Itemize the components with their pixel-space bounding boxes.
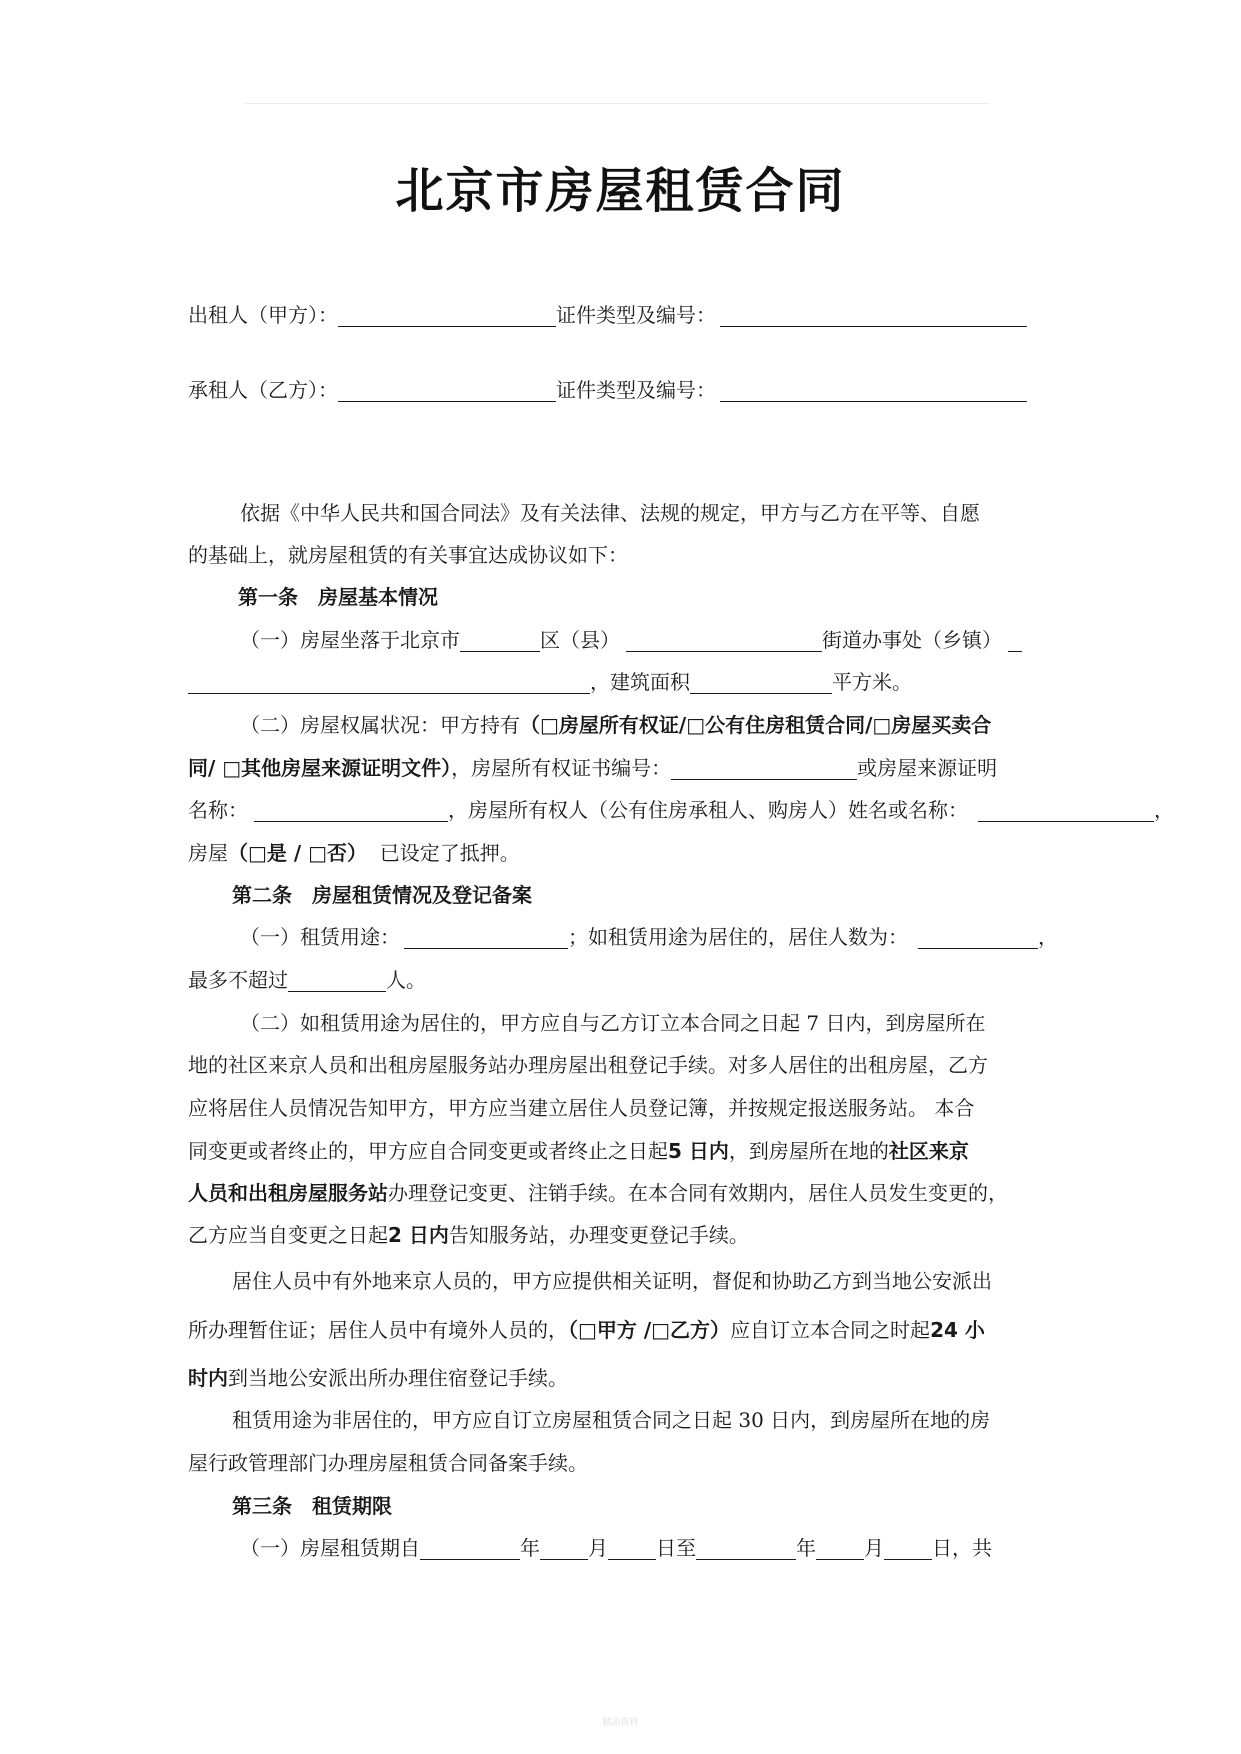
mortgage-suffix: 已设定了抵押。 [379,841,520,865]
mortgage-prefix: 房屋 [188,841,228,865]
certificate-no-field[interactable] [671,757,857,780]
two-days: 2 日内 [388,1223,449,1247]
source-cert-label: 或房屋来源证明 [857,756,998,780]
lessee-id-field[interactable] [720,379,1027,402]
max-occupants-field[interactable] [288,969,386,992]
purpose-field[interactable] [404,926,568,949]
b1-line-1 [240,923,1058,951]
intro-line-1: 依据《中华人民共和国合同法》及有关法律、法规的规定，甲方与乙方在平等、自愿 [240,501,980,525]
start-year-field[interactable] [420,1537,520,1560]
a1-location-line [240,626,1022,654]
b4-line-2: 屋行政管理部门办理房屋租赁合同备案手续。 [188,1451,588,1475]
b2-line-6-text-2: 告知服务站，办理变更登记手续。 [448,1223,749,1247]
occupants-label: ；如租赁用途为居住的，居住人数为： [568,925,908,949]
address-field[interactable] [188,671,590,694]
document-title: 北京市房屋租赁合同 [395,163,846,219]
b2-line-4 [188,1137,969,1165]
occupants-comma: ， [1038,925,1058,949]
b2-line-5-text: 办理登记变更、注销手续。在本合同有效期内，居住人员发生变更的， [388,1181,1008,1205]
certificate-no-label: ，房屋所有权证书编号： [451,756,672,780]
end-day-label: 日，共 [932,1536,992,1560]
source-name-field[interactable] [254,799,448,822]
source-name-label: 名称： [188,798,248,822]
ownership-options-cont[interactable]: 同/ □其他房屋来源证明文件） [188,756,452,780]
b1-line-2 [188,966,426,994]
area-field[interactable] [690,671,832,694]
district-label: 区（县） [540,628,620,652]
b3-line-3-text: 到当地公安派出所办理住宿登记手续。 [228,1366,568,1390]
start-day-field[interactable] [608,1537,656,1560]
owner-name-comma: ， [1154,798,1174,822]
lessee-label: 承租人（乙方）： [188,378,338,402]
ownership-options[interactable]: （□房屋所有权证/□公有住房租赁合同/□房屋买卖合 [520,713,992,737]
five-days: 5 日内 [668,1139,729,1163]
a1-area-line [188,668,912,696]
b3-line-1: 居住人员中有外地来京人员的，甲方应提供相关证明，督促和协助乙方到当地公安派出 [232,1269,992,1293]
lessee-name-field[interactable] [338,379,556,402]
start-month-field[interactable] [540,1537,588,1560]
lessor-id-field[interactable] [720,304,1027,327]
mortgage-options[interactable]: （□是 / □否） [228,841,368,865]
b2-line-4-text: 同变更或者终止的，甲方应自合同变更或者终止之日起 [188,1139,668,1163]
term-label: （一）房屋租赁期自 [240,1536,420,1560]
lessee-id-label: 证件类型及编号： [556,378,716,402]
within-hours: 时内 [188,1366,228,1390]
ownership-prefix: （二）房屋权属状况：甲方持有 [240,713,520,737]
twenty-four-hours: 24 小 [930,1318,985,1342]
service-station-2: 人员和出租房屋服务站 [188,1181,388,1205]
party-options[interactable]: （□甲方 /□乙方） [568,1318,731,1342]
street-office-field[interactable] [626,629,822,652]
end-month-label: 月 [864,1536,884,1560]
district-field[interactable] [460,629,540,652]
lessee-line [188,376,1027,404]
start-year-label: 年 [520,1536,540,1560]
lessor-name-field[interactable] [338,304,556,327]
end-year-field[interactable] [696,1537,796,1560]
lessor-id-label: 证件类型及编号： [556,303,716,327]
b2-line-2: 地的社区来京人员和出租房屋服务站办理房屋出租登记手续。对多人居住的出租房屋，乙方 [188,1053,988,1077]
service-station-1: 社区来京 [888,1139,969,1163]
article-2-heading: 第二条 房屋租赁情况及登记备案 [232,883,532,907]
start-day-label: 日至 [656,1536,696,1560]
owner-name-label: ，房屋所有权人（公有住房承租人、购房人）姓名或名称： [448,798,968,822]
article-3-heading: 第三条 租赁期限 [232,1494,392,1518]
max-occupants-unit: 人。 [386,968,426,992]
purpose-label: （一）租赁用途： [240,925,400,949]
start-month-label: 月 [588,1536,608,1560]
b2-line-6 [188,1221,749,1249]
area-label: ，建筑面积 [590,670,690,694]
owner-name-field[interactable] [978,799,1154,822]
b2-line-4-text-2: ，到房屋所在地的 [728,1139,889,1163]
intro-line-2: 的基础上，就房屋租赁的有关事宜达成协议如下： [188,543,628,567]
b3-line-2-text: 所办理暂住证；居住人员中有境外人员的， [188,1318,568,1342]
page-footer: 精品资料 [602,1718,639,1728]
article-1-heading: 第一条 房屋基本情况 [238,585,438,609]
b2-line-6-text: 乙方应当自变更之日起 [188,1223,388,1247]
b2-line-3: 应将居住人员情况告知甲方，甲方应当建立居住人员登记簿，并按规定报送服务站。 本合 [188,1096,975,1120]
b3-line-2 [188,1316,985,1344]
occupants-field[interactable] [918,926,1038,949]
a2-line-4 [188,839,520,867]
a1-location-prefix: （一）房屋坐落于北京市 [240,628,460,652]
lessor-line [188,301,1027,329]
a2-line-2 [188,754,997,782]
b3-line-3 [188,1364,568,1392]
b3-line-2-text-2: 应自订立本合同之时起 [730,1318,931,1342]
header-rule [245,103,990,104]
end-year-label: 年 [796,1536,816,1560]
end-day-field[interactable] [884,1537,932,1560]
lessor-label: 出租人（甲方）： [188,303,338,327]
street-office-label: 街道办事处（乡镇） [822,628,1002,652]
b4-line-1: 租赁用途为非居住的，甲方应自订立房屋租赁合同之日起 30 日内，到房屋所在地的房 [232,1408,991,1432]
a2-line-3 [188,796,1174,824]
max-occupants-label: 最多不超过 [188,968,288,992]
b2-line-5 [188,1179,1008,1207]
town-field-start[interactable] [1008,629,1022,652]
a2-line-1 [240,711,991,739]
end-month-field[interactable] [816,1537,864,1560]
c1-line [240,1534,992,1562]
b2-line-1: （二）如租赁用途为居住的，甲方应自与乙方订立本合同之日起 7 日内，到房屋所在 [240,1011,986,1035]
area-unit: 平方米。 [832,670,912,694]
